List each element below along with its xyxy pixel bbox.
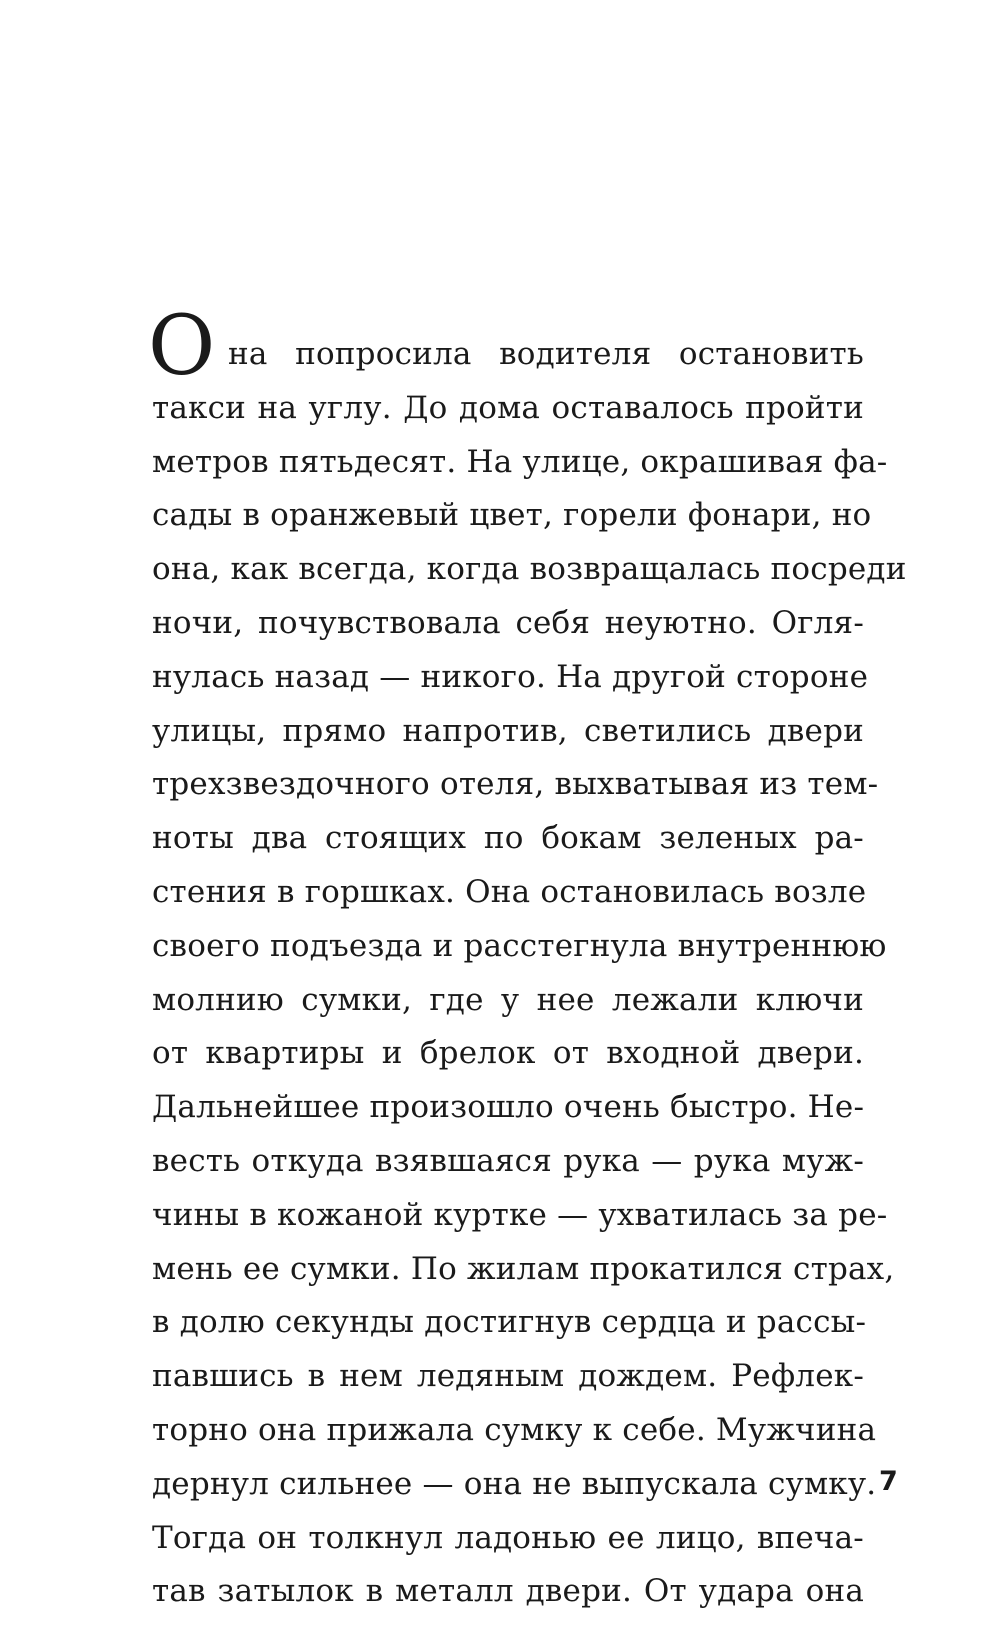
text-line: в долю секунды достигнув сердца и рассы- <box>152 1304 867 1341</box>
text-line: она, как всегда, когда возвращалась посреди <box>152 551 907 588</box>
text-line: чины в кожаной куртке — ухватилась за ре- <box>152 1196 888 1233</box>
text-line: от квартиры и брелок от входной двери. <box>152 1035 864 1072</box>
page-number: 7 <box>879 1466 898 1497</box>
text-line: стения в горшках. Она остановилась возле <box>152 873 867 910</box>
text-line: метров пятьдесят. На улице, окрашивая фа- <box>152 443 888 480</box>
text-line: тав затылок в металл двери. От удара она <box>152 1573 864 1610</box>
text-line: сады в оранжевый цвет, горели фонари, но <box>152 497 872 534</box>
text-line: трехзвездочного отеля, выхватывая из тем- <box>152 766 879 803</box>
text-line: улицы, прямо напротив, светились двери <box>152 712 864 749</box>
text-line: мень ее сумки. По жилам прокатился страх, <box>152 1250 895 1287</box>
text-line: Дальнейшее произошло очень быстро. Не- <box>152 1089 865 1126</box>
first-line-text: на попросила водителя остановить <box>228 336 864 372</box>
text-line: дернул сильнее — она не выпускала сумку. <box>152 1465 877 1502</box>
text-line-1 <box>148 299 864 394</box>
text-line: павшись в нем ледяным дождем. Рефлек- <box>152 1358 864 1395</box>
text-line: молнию сумки, где у нее лежали ключи <box>152 981 864 1018</box>
text-line: своего подъезда и расстегнула внутреннюю <box>152 927 887 964</box>
text-line: нулась назад — никого. На другой стороне <box>152 658 869 695</box>
text-line: торно она прижала сумку к себе. Мужчина <box>152 1411 877 1448</box>
drop-cap: О <box>148 299 216 394</box>
text-line: весть откуда взявшаяся рука — рука муж- <box>152 1142 864 1179</box>
text-line: ночи, почувствовала себя неуютно. Огля- <box>152 604 864 641</box>
text-line: Тогда он толкнул ладонью ее лицо, впеча- <box>152 1519 864 1556</box>
body-text <box>148 299 907 1619</box>
text-line: такси на углу. До дома оставалось пройти <box>152 389 864 426</box>
text-line: ноты два стоящих по бокам зеленых ра- <box>152 820 864 857</box>
